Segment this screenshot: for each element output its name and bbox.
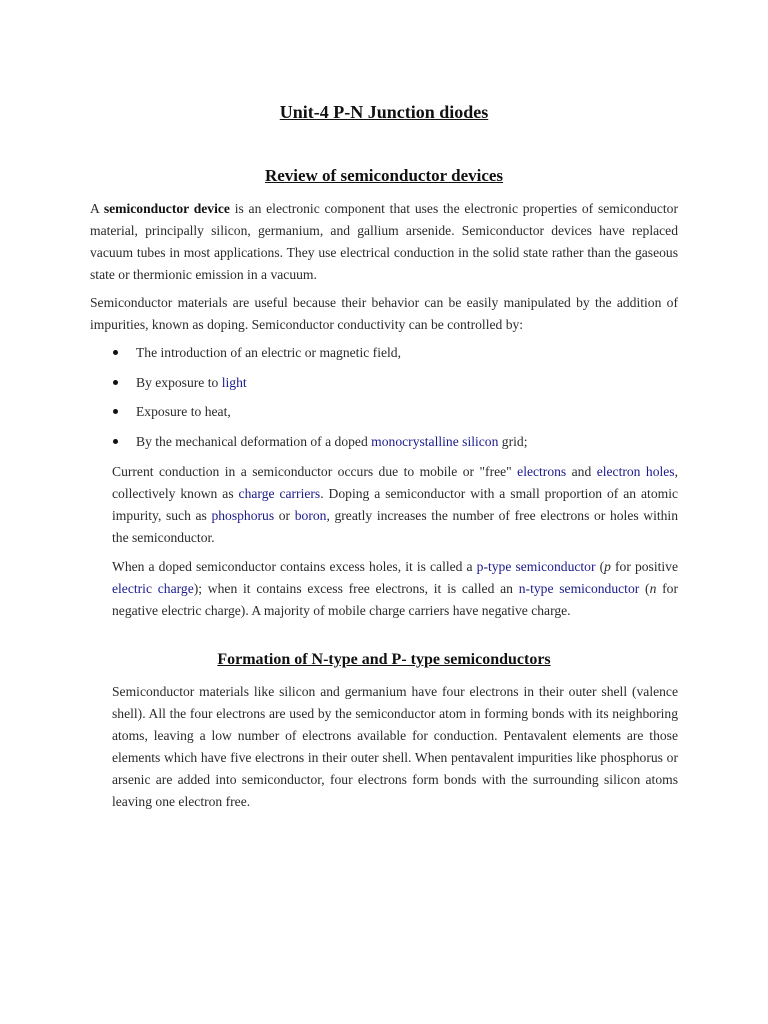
p1-text-b: is an electronic component that uses the electronic properties of semiconductor material, principally silicon, germanium, and gallium arsenide. Semiconductor devices have replaced [90,201,678,238]
p1-text-a: A [90,201,104,216]
paragraph-doped-semiconductor [112,556,678,622]
p3-text-b: and [566,464,597,479]
p2-text-c: can be controlled by: [405,317,524,332]
link-electron-holes[interactable]: electron holes [596,464,675,479]
link-conductivity[interactable]: conductivity [337,317,406,332]
p4-italic-p: p [604,559,611,574]
bullet-icon [113,350,118,355]
link-p-type-semiconductor[interactable]: p-type semiconductor [476,559,596,574]
p5-text-b: and [315,684,345,699]
link-monocrystalline-silicon[interactable]: monocrystalline silicon [371,433,499,449]
p3-text-c: , collectively known as [112,464,678,501]
p1-text-c: in most applications. They use [165,245,341,260]
link-electric-charge[interactable]: electric charge [112,581,194,596]
p3-text-e: or [274,508,295,523]
link-charge-carriers[interactable]: charge carriers [238,486,321,501]
link-germanium[interactable]: germanium [344,684,407,699]
p4-text-d: ); when it contains excess free electrons, it is called an [193,581,519,596]
list-item [110,401,527,431]
bullet-icon [113,409,118,414]
list-item [110,342,527,372]
bullet-icon [113,380,118,385]
link-silicon[interactable]: silicon [279,684,316,699]
link-phosphorus[interactable]: phosphorus [211,508,275,523]
list-item [110,431,527,461]
section-heading-formation: Formation of N-type and P- type semiconductors [217,651,551,668]
bullet-text-light: By exposure to [136,374,222,390]
p2-text-a: Semiconductor materials are useful because their behavior can be easily manipulated by the addition of impurities, known as [90,295,678,332]
paragraph-semiconductor-materials [90,292,678,336]
p4-text-f: for negative electric charge). A majority of mobile charge carriers have negative charge. [112,581,678,618]
list-item [110,372,527,402]
link-electrons[interactable]: electrons [517,464,567,479]
bullet-text-grid: grid; [498,433,528,449]
link-n-type-semiconductor[interactable]: n-type semiconductor [518,581,640,596]
link-boron[interactable]: boron [294,508,327,523]
term-semiconductor-device: semiconductor device [103,201,230,216]
bullet-text-heat: Exposure to heat, [136,404,231,419]
link-light[interactable]: light [221,374,247,390]
paragraph-current-conduction [112,461,678,549]
p3-text-f: , greatly increases the number of free electrons or holes within the semiconductor. [112,508,679,545]
p5-text-a: Semiconductor materials like [112,684,280,699]
link-vacuum-tubes[interactable]: vacuum tubes [90,245,166,260]
p4-text-e: ( [639,581,650,596]
p4-italic-n: n [649,581,657,596]
link-electrical-conduction[interactable]: electrical conduction [340,245,455,260]
p3-text-d: . Doping a semiconductor with a small proportion of an atomic impurity, such as [112,486,678,523]
p4-text-b: ( [595,559,605,574]
paragraph-formation [112,681,678,813]
bullet-text-field: The introduction of an electric or magnetic field, [136,345,401,360]
p5-text-c: have four electrons in their outer shell (valence shell). All the four electrons are used by the semiconductor atom in forming bonds with its neighboring atoms, leaving a low number of electrons available for conduction. Pentavalent elements are those elements which have five electrons in their outer shell. When pentavalent impurities like phosphorus or arsenic are added into semiconductor, four electrons form bonds with the surrounding silicon atoms leaving one electron free. [112,684,678,809]
section-heading-review: Review of semiconductor devices [264,166,504,185]
p3-text-a: Current conduction in a semiconductor occurs due to mobile or "free" [112,464,518,479]
p2-text-b: . Semiconductor [244,317,338,332]
link-doping[interactable]: doping [207,317,245,332]
document-title: Unit-4 P-N Junction diodes [279,102,489,122]
p1-text-d: in the solid state rather than the gaseous state or thermionic emission in a vacuum. [90,245,678,282]
paragraph-semiconductor-device [90,198,678,286]
p4-text-a: When a doped semiconductor contains excess holes, it is called a [112,559,477,574]
bullet-text-deformation: By the mechanical deformation of a doped [136,433,372,449]
bullet-icon [113,439,118,444]
p4-text-c: for positive [610,559,678,574]
conductivity-control-list [110,342,527,460]
